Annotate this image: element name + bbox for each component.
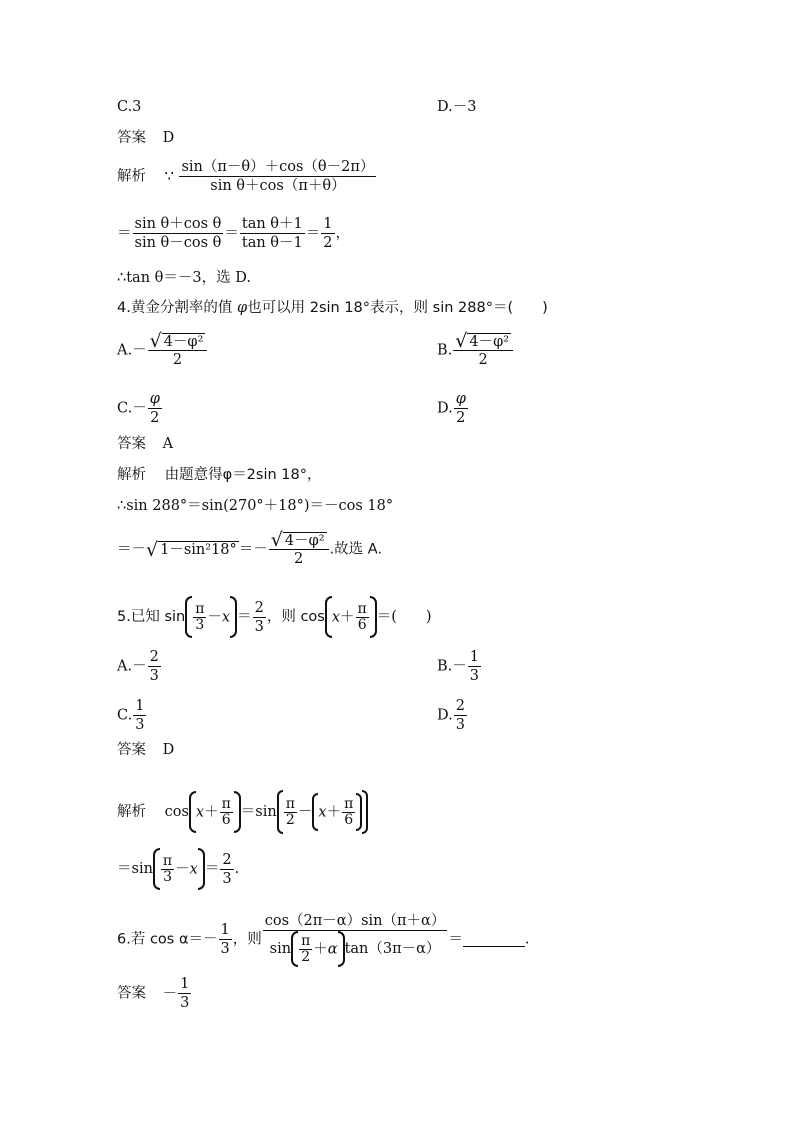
paren-group: $\frac{\pi}{2}$ ＋α (291, 931, 345, 967)
answer-minus: － (162, 985, 178, 1002)
analysis-label: 解析 (117, 804, 146, 820)
q5-answer (117, 740, 174, 760)
fraction: $\frac{1}{3}$ (469, 649, 479, 684)
fraction (321, 215, 334, 252)
fraction (148, 332, 208, 369)
denominator: sin θ＋cos（π＋θ） (210, 178, 346, 194)
fraction: $\frac{\pi}{2}$ (285, 795, 295, 828)
radical-icon: √ (146, 538, 159, 561)
equals: ＝ (305, 225, 321, 242)
q5-option-a: A.－ $\frac{2}{3}$ (117, 649, 159, 684)
comma: ， (335, 225, 350, 242)
q5-analysis-line2: ＝sin $\frac{\pi}{3}$ －x ＝ $\frac{2}{3}$ . (117, 848, 239, 890)
q4-stem-part1: 4.黄金分割率的值 (117, 300, 237, 316)
conclusion: .故选 A. (329, 541, 383, 558)
numerator: φ (455, 391, 466, 407)
fraction (179, 158, 376, 195)
radicand: 4－φ² (163, 333, 204, 350)
big-fraction (263, 912, 448, 967)
fraction: $\frac{1}{3}$ (220, 922, 230, 957)
fraction: $\frac{2}{3}$ (455, 698, 465, 733)
radicand: 4－φ² (284, 532, 325, 549)
radicand: 4－φ² (469, 333, 510, 350)
q5-stem-part3: ＝( ) (376, 609, 432, 625)
radical-icon: √ (270, 529, 283, 551)
q4-option-b (437, 332, 514, 369)
paren-group: x＋ $\frac{\pi}{6}$ (189, 791, 241, 833)
radical-icon: √ (455, 330, 468, 352)
denominator: 2 (269, 549, 329, 568)
numerator: φ (149, 391, 160, 407)
q3-conclusion: ∴tan θ＝－3，选 D. (117, 270, 251, 286)
denominator: sin θ－cos θ (134, 235, 222, 251)
q5-option-c: C. $\frac{1}{3}$ (117, 698, 145, 733)
answer-label: 答案 (117, 130, 146, 146)
fraction (453, 332, 513, 369)
q4-analysis-line2: ∴sin 288°＝sin(270°＋18°)＝－cos 18° (117, 498, 394, 514)
q4-option-d (437, 390, 469, 427)
paren-group: $\frac{\pi}{3}$ －x (185, 596, 237, 638)
numerator: sin θ＋cos θ (134, 216, 222, 232)
denominator: 2 (456, 410, 466, 426)
q4-stem (117, 298, 548, 318)
minus: － (132, 400, 147, 417)
fraction (148, 390, 162, 427)
paren-group: $\frac{\pi}{3}$ －x (153, 848, 205, 890)
q3-option-c: C.3 (117, 99, 142, 115)
fraction: $\frac{2}{3}$ (149, 649, 159, 684)
fraction: $\frac{\pi}{3}$ (195, 600, 205, 633)
fraction: $\frac{1}{3}$ (135, 698, 145, 733)
fraction: $\frac{\pi}{6}$ (344, 795, 354, 828)
q6-stem-part1: 6.若 cos α＝－ (117, 931, 218, 948)
numerator: tan θ＋1 (241, 216, 303, 232)
q3-answer (117, 128, 174, 148)
radicand: 1－sin²18° (160, 542, 237, 558)
denominator: 2 (148, 350, 208, 369)
option-letter: B. (437, 342, 453, 359)
numerator (269, 531, 329, 549)
answer-value: A (162, 436, 174, 452)
q3-analysis-line2 (117, 215, 350, 252)
answer-value: D (162, 130, 175, 146)
equals: ＝ (224, 225, 239, 242)
denominator: 2 (323, 235, 333, 251)
numerator: sin（π－θ）＋cos（θ－2π） (181, 159, 375, 175)
answer-label: 答案 (117, 436, 146, 452)
phi-symbol: φ (236, 300, 248, 316)
numerator (453, 332, 513, 350)
paren-group: x＋ $\frac{\pi}{6}$ (325, 596, 377, 638)
answer-label: 答案 (117, 742, 146, 758)
analysis-label: 解析 (117, 467, 146, 483)
fraction: $\frac{1}{3}$ (180, 976, 190, 1011)
option-letter: A. (117, 342, 133, 359)
equals: ＝ (117, 225, 132, 242)
equals-minus: ＝－ (238, 541, 268, 558)
analysis-label: 解析 (117, 168, 146, 185)
answer-blank (463, 932, 525, 947)
fraction: $\frac{\pi}{3}$ (162, 852, 173, 885)
denominator: sin $\frac{\pi}{2}$ ＋α tan（3π－α） (263, 931, 448, 967)
fraction: $\frac{\pi}{6}$ (357, 600, 367, 633)
fraction (454, 390, 468, 427)
numerator: cos（2π－α）sin（π＋α） (264, 913, 446, 929)
answer-value: D (162, 742, 175, 758)
fraction: $\frac{2}{3}$ (222, 851, 232, 887)
q5-analysis-line1: 解析 cos x＋ $\frac{\pi}{6}$ ＝sin $\frac{\pi}{2}$ － x＋ $\frac{\pi}{6}$ (117, 790, 368, 834)
q5-stem-part2: ，则 cos (266, 609, 325, 625)
denominator: 2 (453, 350, 513, 369)
sqrt (150, 332, 206, 350)
numerator: 1 (323, 216, 333, 232)
q4-option-c (117, 390, 163, 427)
q6-stem-part2: ，则 (232, 931, 262, 948)
fraction (133, 215, 224, 252)
sqrt (146, 540, 239, 560)
answer-label: 答案 (117, 985, 146, 1002)
q4-stem-part2: 也可以用 2sin 18°表示，则 sin 288°＝( ) (247, 300, 548, 316)
denominator: tan θ－1 (241, 235, 303, 251)
q6-stem: 6.若 cos α＝－ $\frac{1}{3}$ ，则 cos（2π－α）sin（π＋α） sin $\frac{\pi}{2}$ ＋α tan（3π－α） ＝ . (117, 912, 529, 967)
denominator: 2 (150, 410, 160, 426)
numerator (148, 332, 208, 350)
equals-minus: ＝－ (117, 541, 146, 558)
fraction (240, 215, 305, 252)
minus: － (132, 342, 147, 359)
option-letter: C. (117, 400, 133, 417)
option-letter: D. (437, 400, 453, 417)
q4-analysis-line1 (117, 465, 321, 485)
q5-option-d: D. $\frac{2}{3}$ (437, 698, 465, 733)
q4-answer (117, 434, 173, 454)
q5-stem-part1: 5.已知 sin (117, 609, 186, 625)
analysis-text: 由题意得φ＝2sin 18°， (164, 467, 322, 483)
bracket-group: $\frac{\pi}{2}$ － x＋ $\frac{\pi}{6}$ (277, 790, 369, 834)
paren-group: x＋ $\frac{\pi}{6}$ (312, 793, 362, 831)
q5-option-b: B.－ $\frac{1}{3}$ (437, 649, 479, 684)
q4-analysis-line3 (117, 531, 382, 568)
q6-answer (117, 975, 192, 1012)
radical-icon: √ (149, 330, 162, 352)
q3-option-d: D.－3 (437, 99, 477, 115)
sqrt (271, 531, 327, 549)
q4-option-a (117, 332, 208, 369)
because-symbol: ∵ (164, 168, 174, 185)
fraction: $\frac{2}{3}$ (254, 599, 264, 635)
sqrt (455, 332, 511, 350)
fraction: $\frac{\pi}{6}$ (221, 795, 231, 828)
q5-stem: 5.已知 sin $\frac{\pi}{3}$ －x ＝ $\frac{2}{3}$ ，则 cos x＋ $\frac{\pi}{6}$ ＝( ) (117, 596, 432, 638)
fraction (269, 531, 329, 568)
q3-analysis-line1 (117, 158, 377, 195)
